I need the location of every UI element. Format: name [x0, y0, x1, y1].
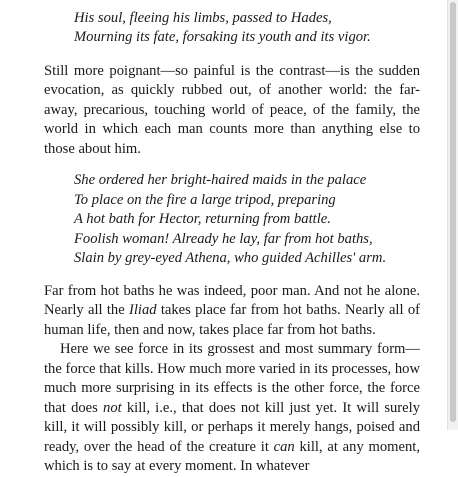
quote-hector-bath	[44, 171, 420, 269]
quote-line: His soul, fleeing his limbs, passed to Hades,	[74, 9, 332, 26]
paragraph-force	[44, 340, 420, 477]
scrollbar-thumb[interactable]	[450, 2, 456, 422]
paragraph-text: kill, i.e., that does not kill just yet. It will surely kill, it will possibly kill, or perhaps it merely hangs, poised and ready, over the head of the creature it	[44, 399, 420, 455]
paragraph-text: Far from hot baths he was indeed, poor man. And not he alone. Nearly all the	[44, 282, 420, 318]
quote-line: She ordered her bright-haired maids in the palace	[74, 172, 367, 188]
paragraph-poignant: Still more poignant—so painful is the contrast—is the sudden evocation, as quickly rubbed out, of another world: the far-away, precarious, touching world of peace, of the family, the world in which each man counts more than anything else to those about him.	[44, 62, 420, 157]
quote-line: Foolish woman! Already he lay, far from hot baths,	[74, 230, 373, 247]
emphasis-not: not	[103, 399, 122, 416]
paragraph-text: Here we see force in its grossest and most summary form—the force that kills. How much more varied in its processes, how much more surprising in its effects is the other force, the force that does	[44, 341, 420, 416]
paragraph-text: takes place far from hot baths. Nearly all of human life, then and now, takes place far from hot baths.	[44, 302, 420, 338]
quote-line: Slain by grey-eyed Athena, who guided Achilles' arm.	[74, 250, 387, 266]
clipped-line-top	[44, 0, 420, 9]
document-page	[44, 0, 420, 477]
paragraph-text: kill, at any moment, which is to say at every moment. In whatever	[44, 438, 420, 474]
quote-line: A hot bath for Hector, returning from battle.	[74, 211, 331, 227]
quote-hades	[44, 9, 420, 48]
quote-line: To place on the fire a large tripod, preparing	[74, 191, 336, 208]
iliad-title: Iliad	[128, 302, 157, 318]
vertical-scrollbar[interactable]	[447, 0, 458, 430]
paragraph-hot-baths	[44, 282, 420, 341]
emphasis-can: can	[273, 438, 295, 455]
quote-line: Mourning its fate, forsaking its youth and its vigor.	[74, 29, 371, 45]
